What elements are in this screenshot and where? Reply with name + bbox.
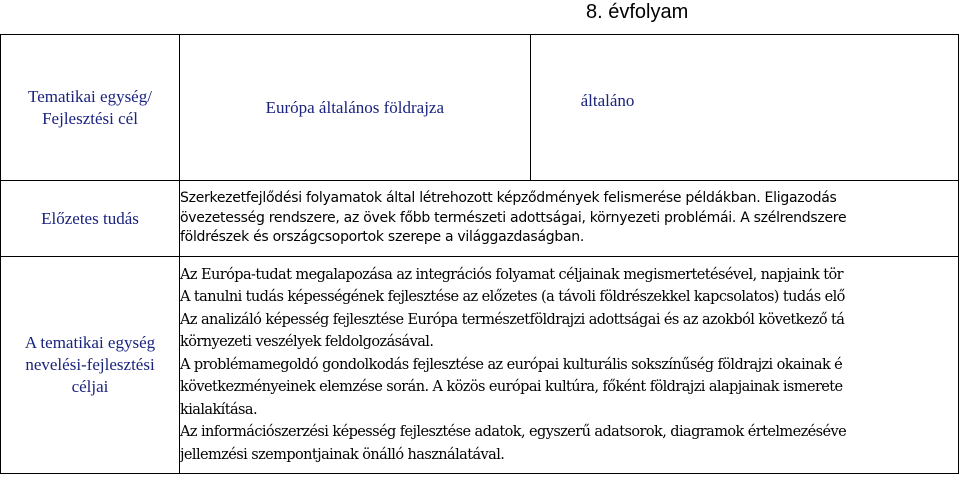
goals-content (180, 257, 959, 474)
goals-line: Az információszerzési képesség fejlesztése adatok, egyszerű adatsorok, diagramok értelmezéséve (180, 424, 847, 441)
table-row-goals (1, 257, 959, 474)
goals-line: A tanulni tudás képességének fejlesztése az előzetes (a távoli földrészekkel kapcsolatos) tudás elő (180, 289, 845, 306)
topic-label-line: Fejlesztési cél (42, 108, 138, 128)
prior-knowledge-label-text: Előzetes tudás (41, 208, 139, 228)
topic-label-line: Tematikai egység/ (28, 86, 152, 106)
topic-right-cell (530, 35, 958, 181)
goals-line: A problémamegoldó gondolkodás fejlesztése az európai kulturális sokszínűség földrajzi okainak é (180, 356, 843, 373)
goals-line: Az analizáló képesség fejlesztése Európa természetföldrajzi adottságai és az azokból következő tá (180, 311, 845, 328)
prior-knowledge-line: övezetesség rendszere, az övek főbb természeti adottságai, környezeti problémái. A szélrendszere (180, 209, 847, 226)
prior-knowledge-content (180, 181, 959, 257)
goals-label-line: nevelési-fejlesztési (25, 355, 155, 374)
goals-line: következményeinek elemzése során. A közös európai kultúra, főként földrajzi alapjainak ismerete (180, 379, 843, 396)
prior-knowledge-label (1, 181, 180, 257)
topic-title: Európa általános földrajza (265, 97, 445, 117)
prior-knowledge-line: Szerkezetfejlődési folyamatok által létrehozott képződmények felismerése példákban. Eligazodás (180, 190, 837, 207)
goals-line: kialakítása. (180, 401, 257, 418)
goals-line: környezeti veszélyek feldolgozásával. (180, 334, 434, 351)
goals-line: Az Európa-tudat megalapozása az integrációs folyamat céljainak megismertetésével, napjaink tör (180, 266, 843, 283)
topic-label-cell (1, 35, 180, 181)
goals-label (1, 257, 180, 474)
prior-knowledge-line: földrészek és országcsoportok szerepe a világgazdaságban. (180, 229, 585, 246)
goals-label-line: céljai (71, 377, 109, 396)
topic-right-fragment: általáno (580, 91, 635, 110)
goals-label-line: A tematikai egység (24, 333, 156, 352)
topic-title-cell (180, 35, 531, 181)
goals-line: jellemzési szempontjainak önálló használatával. (180, 446, 505, 463)
table-row-prior-knowledge (1, 181, 959, 257)
table-row-topic (1, 35, 959, 181)
curriculum-table (0, 34, 959, 474)
grade-heading: 8. évfolyam (586, 1, 689, 23)
